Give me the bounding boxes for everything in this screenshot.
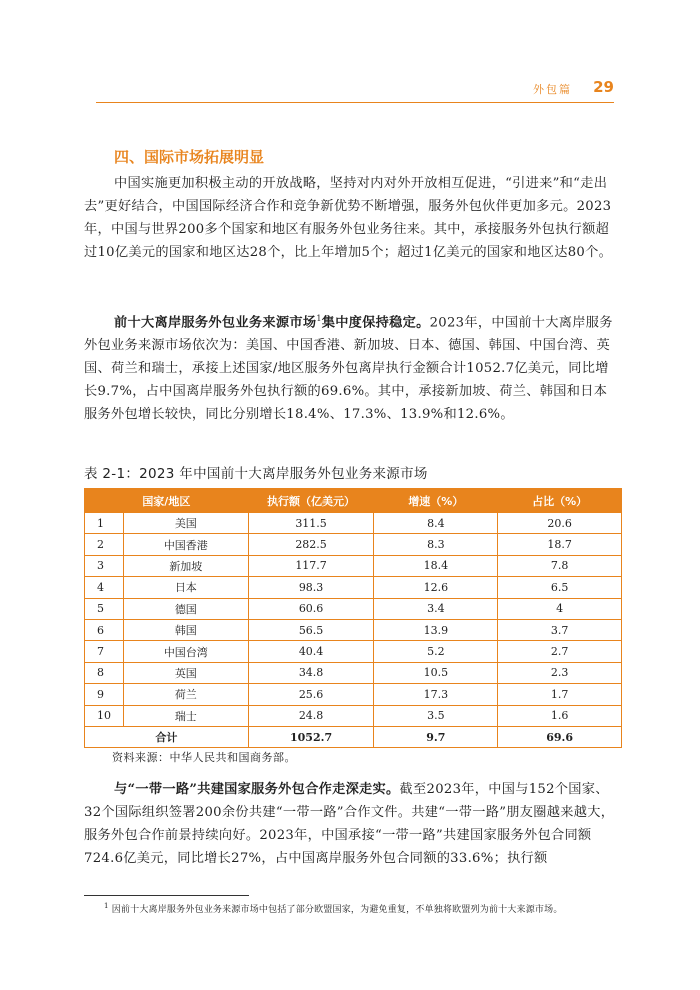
cell-region: 新加坡	[123, 555, 248, 576]
cell-share: 2.7	[498, 641, 622, 662]
cell-share: 2.3	[498, 662, 622, 683]
paragraph-bold-lead: 与“一带一路”共建国家服务外包合作走深走实。	[114, 782, 400, 797]
total-label: 合计	[85, 726, 249, 747]
cell-region: 美国	[123, 513, 248, 534]
header-growth: 增速（%）	[374, 489, 498, 513]
cell-rank: 7	[85, 641, 124, 662]
cell-share: 6.5	[498, 577, 622, 598]
cell-region: 瑞士	[123, 705, 248, 726]
data-source-note: 资料来源：中华人民共和国商务部。	[112, 751, 296, 764]
cell-amount: 56.5	[248, 619, 374, 640]
page-number: 29	[593, 78, 614, 96]
cell-rank: 9	[85, 684, 124, 705]
cell-amount: 25.6	[248, 684, 374, 705]
cell-growth: 5.2	[374, 641, 498, 662]
cell-growth: 17.3	[374, 684, 498, 705]
cell-growth: 3.4	[374, 598, 498, 619]
cell-rank: 6	[85, 619, 124, 640]
cell-region: 英国	[123, 662, 248, 683]
cell-rank: 2	[85, 534, 124, 555]
total-growth: 9.7	[374, 726, 498, 747]
table-header-row	[85, 489, 622, 513]
page-header	[96, 78, 614, 100]
cell-growth: 18.4	[374, 555, 498, 576]
cell-share: 3.7	[498, 619, 622, 640]
cell-amount: 34.8	[248, 662, 374, 683]
table-row	[85, 705, 622, 726]
paragraph-bold-lead: 前十大离岸服务外包业务来源市场	[114, 315, 317, 331]
cell-region: 荷兰	[123, 684, 248, 705]
cell-rank: 3	[85, 555, 124, 576]
footnote-mark: 1	[316, 314, 322, 323]
cell-share: 7.8	[498, 555, 622, 576]
table-row	[85, 619, 622, 640]
paragraph-body: 截至2023年，中国与152个国家、32个国际组织签署200余份共建“一带一路”合作文件。共建“一带一路”朋友圈越来越大，服务外包合作前景持续向好。2023年，中国承接“一带一路”共建国家服务外包合同额724.6亿美元，同比增长27%，占中国离岸服务外包合同额的33.6%；执行额	[84, 782, 615, 866]
paragraph-top-ten-markets	[84, 307, 616, 426]
cell-region: 日本	[123, 577, 248, 598]
cell-growth: 10.5	[374, 662, 498, 683]
cell-rank: 1	[85, 513, 124, 534]
total-amount: 1052.7	[248, 726, 374, 747]
footnote	[104, 902, 624, 915]
table-row	[85, 577, 622, 598]
paragraph-bold-tail: 集中度保持稳定。	[321, 315, 430, 331]
paragraph-belt-and-road	[84, 778, 616, 870]
cell-share: 18.7	[498, 534, 622, 555]
cell-share: 4	[498, 598, 622, 619]
table-row	[85, 662, 622, 683]
cell-growth: 12.6	[374, 577, 498, 598]
header-amount: 执行额（亿美元）	[248, 489, 374, 513]
cell-region: 韩国	[123, 619, 248, 640]
cell-region: 德国	[123, 598, 248, 619]
paragraph-body: 2023年，中国前十大离岸服务外包业务来源市场依次为：美国、中国香港、新加坡、日本、德国、韩国、中国台湾、英国、荷兰和瑞士，承接上述国家/地区服务外包离岸执行金额合计1052.7亿美元，同比增长9.7%，占中国离岸服务外包执行额的69.6%。其中，承接新加坡、荷兰、韩国和日本服务外包增长较快，同比分别增长18.4%、17.3%、13.9%和12.6%。	[84, 315, 613, 423]
table-row	[85, 684, 622, 705]
footnote-number: 1	[104, 902, 109, 910]
header-share: 占比（%）	[498, 489, 622, 513]
cell-share: 20.6	[498, 513, 622, 534]
cell-amount: 117.7	[248, 555, 374, 576]
cell-amount: 311.5	[248, 513, 374, 534]
table-row	[85, 598, 622, 619]
cell-amount: 60.6	[248, 598, 374, 619]
cell-share: 1.6	[498, 705, 622, 726]
cell-region: 中国台湾	[123, 641, 248, 662]
cell-rank: 4	[85, 577, 124, 598]
cell-region: 中国香港	[123, 534, 248, 555]
table-row	[85, 513, 622, 534]
table-row	[85, 641, 622, 662]
cell-growth: 13.9	[374, 619, 498, 640]
header-rule	[96, 102, 614, 103]
cell-growth: 8.4	[374, 513, 498, 534]
table-caption: 表 2-1：2023 年中国前十大离岸服务外包业务来源市场	[84, 466, 428, 482]
table-row	[85, 534, 622, 555]
total-share: 69.6	[498, 726, 622, 747]
cell-amount: 40.4	[248, 641, 374, 662]
cell-rank: 5	[85, 598, 124, 619]
markets-table	[84, 488, 622, 748]
footnote-text: 因前十大离岸服务外包业务来源市场中包括了部分欧盟国家，为避免重复，不单独将欧盟列为前十大来源市场。	[111, 905, 563, 915]
cell-growth: 8.3	[374, 534, 498, 555]
cell-amount: 282.5	[248, 534, 374, 555]
header-region: 国家/地区	[85, 489, 249, 513]
cell-amount: 98.3	[248, 577, 374, 598]
paragraph-open-strategy: 中国实施更加积极主动的开放战略，坚持对内对外开放相互促进，“引进来”和“走出去”更好结合，中国国际经济合作和竞争新优势不断增强，服务外包伙伴更加多元。2023年，中国与世界200多个国家和地区有服务外包业务往来。其中，承接服务外包执行额超过10亿美元的国家和地区达28个，比上年增加5个；超过1亿美元的国家和地区达80个。	[84, 176, 613, 260]
cell-rank: 8	[85, 662, 124, 683]
cell-growth: 3.5	[374, 705, 498, 726]
footnote-rule	[84, 895, 249, 896]
section-label: 外包篇	[533, 83, 572, 96]
cell-amount: 24.8	[248, 705, 374, 726]
cell-share: 1.7	[498, 684, 622, 705]
table-row	[85, 555, 622, 576]
section-heading: 四、国际市场拓展明显	[114, 148, 265, 166]
table-total-row	[85, 726, 622, 747]
cell-rank: 10	[85, 705, 124, 726]
